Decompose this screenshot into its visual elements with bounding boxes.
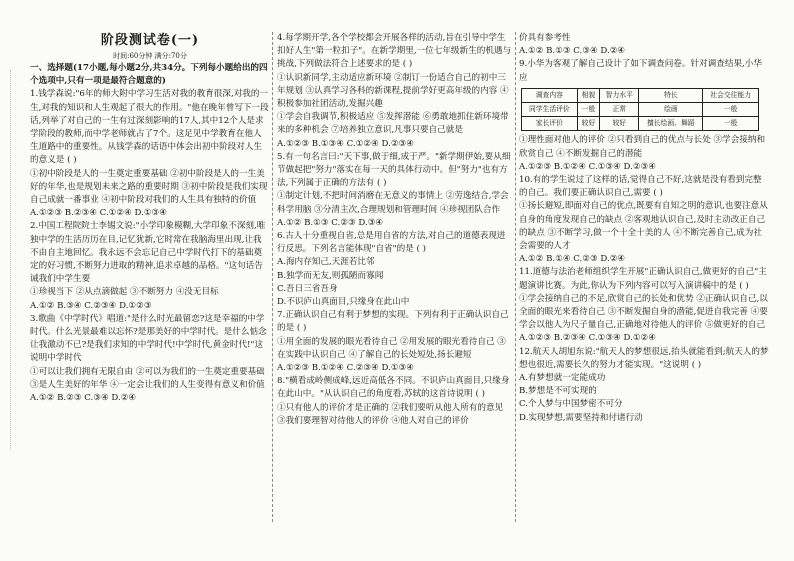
question-4-statements-more: ①学会自我调节,积极适应 ⑤发挥潜能 ⑥勇敢地抓住新环境带来的多种机会 ⑦培养独立意识,凡事只要自己就是 [277,112,509,136]
question-5: 5.有一句名言曰:"天下事,做于细,成于严。"新学期伊始,要从细节做起把"努力"落实在每一天的具体行动中。但"努力"也有方法,下列属于正确的方法有 ( ) [277,151,511,189]
question-12-option-c: C.个人梦与中国梦密不可分 [519,399,623,410]
survey-header-cell: 特长 [639,88,703,102]
question-8-options: A.①② B.①③ C.③④ D.②④ [519,46,626,57]
survey-header-cell: 相貌 [577,88,600,102]
question-8: 8."横看成岭侧成峰,远近高低各不同。不识庐山真面目,只缘身在此山中。"从认识自己的角度看,苏轼的这首诗说明 ( ) [277,376,510,400]
question-11: 11.道德与法治老师组织学生开展"正确认识自己,做更好的自己"主题演讲比赛。为此,你认为下列内容可以写入演讲稿中的是 ( ) [519,267,767,291]
question-10-statements: ①扬长避短,即面对自己的优点,既要有自知之明的意识,也要注意从自身的角度发现自己的缺点 ②客观地认识自己,及时主动改正自己的缺点 ③不断学习,做一个十全十美的人 ④不断完善自己,成为社会需要的人才 [519,201,768,252]
survey-cell: 家长评价 [522,117,578,131]
survey-header-row [522,88,759,102]
question-11-statements: ①学会接纳自己的不足,欣赏自己的长处和优势 ②正确认识自己,以全面的眼光来看待自己 ③不断发掘自身的潜能,促进自我完善 ④要学会以他人为尺子量自己,正确地对待他人的评价 ⑤做更好的自己 [519,293,768,331]
exam-meta: 时间:60分钟 满分:70分 [113,52,187,60]
survey-header-cell: 智力水平 [600,88,639,102]
question-12-option-b: B.梦想是不可实现的 [519,386,597,397]
question-5-statements: ①制定计划,不把时间消磨在无意义的事情上 ②劳逸结合,学会科学用脑 ③分清主次,合理规划和管理时间 ④珍视团队合作 [277,191,509,215]
question-1-statements: ①初中阶段是人的一生奠定重要基础 ②初中阶段是人的一生美好的年华,也是规划未来之路的重要时期 ③初中阶段是我们实现自己成就一番事业 ④初中阶段对我们的人生具有独特的价值 [30,168,268,206]
section-heading: 一、选择题(17小题,每小题2分,共34分。下列每小题给出的四个选项中,只有一项是最符合题意的) [30,63,268,87]
survey-cell: 一般 [703,117,759,131]
survey-row [522,103,759,117]
survey-cell: 较好 [577,117,600,131]
column-2 [277,32,512,428]
question-9-statements: ①理性面对他人的评价 ②只看到自己的优点与长处 ③学会接纳和欣赏自己 ④不断发掘自己的潜能 [519,135,766,159]
question-6-option-c: C.吾日三省吾身 [277,283,338,294]
question-9-options: A.①②③ B.①②④ C.①③④ D.②③④ [519,161,656,172]
question-12-option-a: A.有梦想就一定能成功 [519,373,606,384]
column-divider [272,32,273,522]
question-3-statements: ①可以让我们拥有无限自由 ②可以为我们的一生奠定重要基础 ③是人生美好的年华 ④一定会让我们的人生变得有意义和价值 [30,366,265,390]
question-3-options: A.①② B.②③ C.③④ D.②④ [30,393,137,404]
question-12: 12.航天人胡旭东说:"航天人的梦想很远,抬头就能看到;航天人的梦想也很近,需要长久的努力才能实现。"这说明 ( ) [519,346,769,370]
survey-table [521,88,759,132]
question-6-option-a: A.海内存知己,天涯若比邻 [277,257,375,268]
question-4-statements: ①认识新同学,主动适应新环境 ②制订一份适合自己的初中三年规划 ③认真学习各科的新课程,提前学好更高年级的内容 ④积极参加社团活动,发掘兴趣 [277,72,509,110]
column-3 [519,32,769,425]
question-1-options: A.①②③ B.②③④ C.①②④ D.①③④ [30,208,167,219]
survey-cell: 同学生活评价 [522,103,578,117]
question-2-options: A.①② B.③④ C.②③④ D.①②③ [30,300,152,311]
question-8-continued: 价具有参考性 [519,33,571,43]
survey-cell: 正常 [600,103,639,117]
exam-sheet [30,32,770,522]
question-6: 6.古人十分重视自省,总是用自省的方法,对自己的道德表现进行反思。下列名言能体现"自省"的是 ( ) [277,231,506,255]
column-divider [515,32,516,522]
question-11-options: A.①②③ B.②③④ C.①③④ D.①②④ [519,333,656,344]
question-6-option-b: B.独学而无友,则孤陋而寡闻 [277,270,384,281]
question-8-statements: ①只有他人的评价才是正确的 ②我们要听从他人所有的意见 ③我们要理智对待他人的评价 ④他人对自己的评价 [277,402,504,426]
question-5-options: A.①② B.①③ C.②③ D.③④ [277,217,384,228]
survey-cell: 擅长绘画、舞蹈 [639,117,703,131]
survey-cell: 一般 [577,103,600,117]
question-7-statements: ①用全面的发展的眼光看待自己 ②用发展的眼光看待自己 ③在实践中认识自己 ④了解自己的长处短处,扬长避短 [277,336,506,360]
survey-row [522,117,759,131]
question-10: 10.有的学生说过了这样的话,觉得自己不好,这就是没有看到完整的自己。我们要正确认识自己,需要 ( ) [519,175,762,199]
question-7-options: A.①②③ B.①②④ C.②③④ D.①③④ [277,363,414,374]
question-3: 3.歌曲《中学时代》唱道:"是什么时光最留恋?这是幸福的中学时代。什么光景最难以忘怀?是那美好的中学时代。是什么惦念让我激动不已?是我们求知的中学时代!中学时代,黄金时代!"这说明中学时代 [30,313,267,364]
question-2-statements: ①珍视当下 ②从点滴做起 ③不断努力 ④没无目标 [30,287,219,298]
survey-header-cell: 社会交往能力 [703,88,759,102]
binding-margin [10,70,19,450]
question-6-option-d: D.不识庐山真面目,只缘身在此山中 [277,297,410,308]
question-10-options: A.①② B.①④ C.②③ D.②④ [519,254,626,265]
question-7: 7.正确认识自己有利于梦想的实现。下列有利于正确认识自己的是 ( ) [277,310,509,334]
survey-cell: 绘画 [639,103,703,117]
question-1: 1.钱学森说:"6年的师大附中学习生活对我的教育很深,对我的一生,对我的知识和人生观起了很大的作用。"他在晚年曾写下一段话,列举了对自己的一生有过深刻影响的17人,其中12个人是求学阶段的教师,而中学老师就占了7个。这足见中学教育在他人生道路中的重要性。从钱学森的话语中体会出初中阶段对人生的意义是 ( ) [30,89,269,166]
survey-cell: 较好 [600,117,639,131]
column-1 [30,32,270,405]
question-9: 9.小华为客观了解自己设计了如下调查问卷。针对调查结果,小华应 [519,59,762,83]
question-2: 2.中国工程院院士李锡文说:"小学印象模糊,大学印象不深刻,唯独中学的生活历历在目,记忆犹新,它时常在我脑海里出现,让我不由自主地回忆。我永远不会忘记自己中学时代打下的基础奠定的好习惯,不断努力进取的精神,追求卓越的品格。"这句话告诫我们中学生要 [30,221,266,285]
question-4-options: A.①②③ B.①③④ C.①②④ D.②③④ [277,138,414,149]
survey-header-cell: 调查内容 [522,88,578,102]
survey-cell: 一般 [703,103,759,117]
question-4: 4.每学期开学,各个学校都会开展各样的活动,旨在引导中学生扣好人生"第一粒扣子"。在新学期里,一位七年级新生的机遇与挑战,下列做法符合上述要求的是 ( ) [277,33,512,70]
page-title: 阶段测试卷(一) [100,33,200,48]
question-12-option-d: D.实现梦想,需要坚持和付诸行动 [519,412,643,423]
